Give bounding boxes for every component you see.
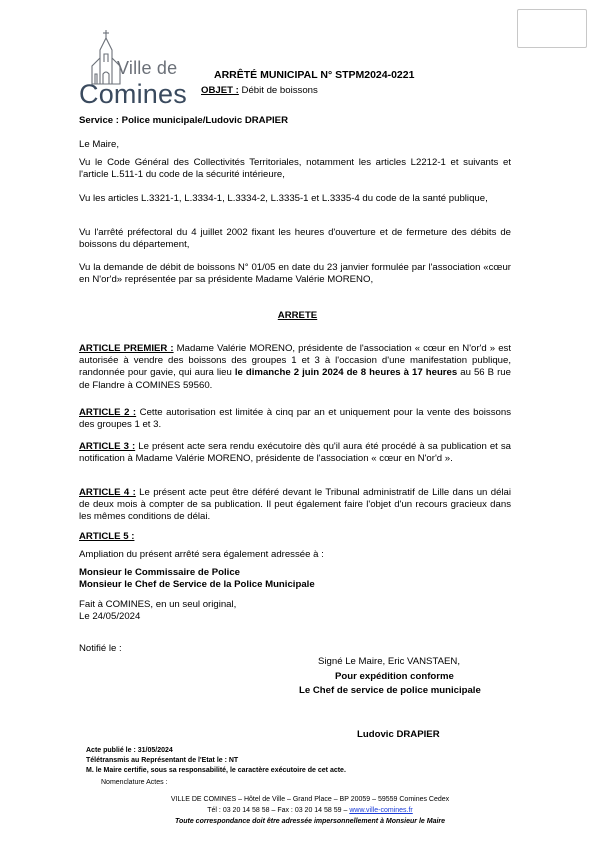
footer-correspondance: Toute correspondance doit être adressée impersonnellement à Monsieur le Maire bbox=[174, 818, 446, 825]
date-line: Le 24/05/2024 bbox=[79, 611, 141, 622]
footer-contact bbox=[60, 806, 560, 815]
recipient-1: Monsieur le Commissaire de Police bbox=[79, 567, 241, 578]
article-1 bbox=[79, 343, 511, 392]
article-2-label: ARTICLE 2 : bbox=[79, 407, 137, 418]
notifie-line: Notifié le : bbox=[79, 643, 122, 654]
objet-line bbox=[201, 85, 318, 96]
article-2 bbox=[79, 407, 511, 431]
website-link[interactable]: www.ville-comines.fr bbox=[349, 807, 413, 814]
objet-value: Débit de boissons bbox=[238, 85, 318, 96]
maire-line: Le Maire, bbox=[79, 139, 119, 150]
signer-name: Ludovic DRAPIER bbox=[357, 729, 440, 740]
article-1-text-a: Madame Valérie MORENO, présidente de l'association « cœur en N'or'd » est autorisée à vendre des boissons des groupes 1 et 3 à l'occasion d'une manifestation publique, randonnée pour gavie, qui aura lieu bbox=[79, 343, 511, 379]
article-1-label: ARTICLE PREMIER : bbox=[79, 343, 174, 354]
article-3-label: ARTICLE 3 : bbox=[79, 441, 136, 452]
signature-conforme: Pour expédition conforme bbox=[335, 671, 454, 682]
vu-paragraph-1: Vu le Code Général des Collectivités Territoriales, notamment les articles L2212-1 et suivants et l'article L.511-1 du code de la sécurité intérieure, bbox=[79, 157, 511, 181]
service-line: Service : Police municipale/Ludovic DRAPIER bbox=[79, 115, 288, 126]
article-3 bbox=[79, 441, 511, 465]
article-1-date: le dimanche 2 juin 2024 de 8 heures à 17 heures bbox=[234, 367, 458, 379]
signature-chef: Le Chef de service de police municipale bbox=[299, 685, 481, 696]
signature-mayor: Signé Le Maire, Eric VANSTAEN, bbox=[318, 656, 460, 667]
footer-teletransmis: Télétransmis au Représentant de l'Etat le : NT bbox=[86, 757, 239, 764]
stamp-box bbox=[517, 9, 587, 48]
objet-label: OBJET : bbox=[201, 85, 239, 96]
article-5-label: ARTICLE 5 : bbox=[79, 531, 135, 542]
vu-paragraph-2: Vu les articles L.3321-1, L.3334-1, L.3334-2, L.3335-1 et L.3335-4 du code de la santé publique, bbox=[79, 193, 488, 204]
footer-publie: Acte publié le : 31/05/2024 bbox=[86, 747, 173, 754]
footer-address: VILLE DE COMINES – Hôtel de Ville – Grand Place – BP 20059 – 59559 Comines Cedex bbox=[170, 796, 450, 803]
fait-line: Fait à COMINES, en un seul original, bbox=[79, 599, 237, 610]
vu-paragraph-4: Vu la demande de débit de boissons N° 01/05 en date du 23 janvier formulée par l'association «cœur en N'or'd» représentée par sa présidente Madame Valérie MORENO, bbox=[79, 262, 511, 286]
article-2-text: Cette autorisation est limitée à cinq par an et uniquement pour la vente des boissons des groupes 1 et 3. bbox=[79, 407, 511, 431]
arrete-heading: ARRETE bbox=[277, 310, 318, 321]
article-4-label: ARTICLE 4 : bbox=[79, 487, 136, 498]
article-1-text-b: au 56 B rue de Flandre à COMINES 59560. bbox=[79, 367, 511, 391]
article-4-text: Le présent acte peut être déféré devant le Tribunal administratif de Lille dans un délai de deux mois à compter de sa publication. Il peut également faire l'objet d'un recours gracieux dans les mêmes conditions de délai. bbox=[79, 487, 512, 523]
footer-certifie: M. le Maire certifie, sous sa responsabilité, le caractère exécutoire de cet acte. bbox=[86, 767, 346, 774]
logo-ville-text: Ville de bbox=[117, 58, 178, 78]
article-3-text: Le présent acte sera rendu exécutoire dès qu'il aura été procédé à sa publication et sa notification à Madame Valérie MORENO, présidente de l'association « cœur en N'or'd ». bbox=[79, 441, 512, 465]
vu-paragraph-3: Vu l'arrêté préfectoral du 4 juillet 2002 fixant les heures d'ouverture et de fermeture des débits de boissons du département, bbox=[79, 227, 511, 251]
footer-nomenclature: Nomenclature Actes : bbox=[101, 779, 168, 786]
decree-title: ARRÊTÉ MUNICIPAL N° STPM2024-0221 bbox=[214, 69, 415, 81]
logo-comines-text: Comines bbox=[79, 79, 187, 109]
ampliation-line: Ampliation du présent arrêté sera également adressée à : bbox=[79, 549, 324, 560]
footer-phone: Tél : 03 20 14 58 58 – Fax : 03 20 14 58 59 – bbox=[207, 807, 350, 814]
recipient-2: Monsieur le Chef de Service de la Police Municipale bbox=[79, 579, 315, 590]
article-4 bbox=[79, 487, 511, 524]
